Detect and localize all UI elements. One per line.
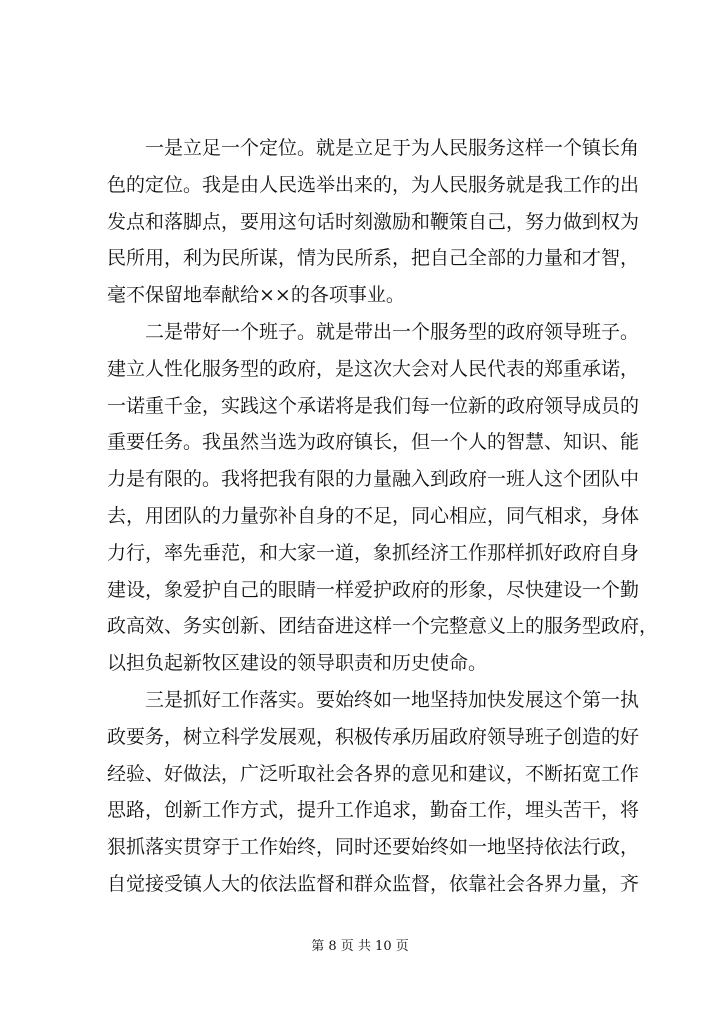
page-number-label: 第 8 页 共 10 页 [311,939,409,954]
text-line: 二是带好一个班子。就是带出一个服务型的政府领导班子。 [145,320,640,343]
text-line: 一诺重千金，实践这个承诺将是我们每一位新的政府领导成员的 [107,394,640,417]
text-line: 去，用团队的力量弥补自身的不足，同心相应，同气相求，身体 [107,504,640,527]
text-line: 思路，创新工作方式，提升工作追求，勤奋工作，埋头苦干，将 [107,799,640,822]
text-line: 政要务，树立科学发展观，积极传承历届政府领导班子创造的好 [107,725,640,748]
text-line: 重要任务。我虽然当选为政府镇长，但一个人的智慧、知识、能 [107,431,640,454]
text-line: 建设，象爱护自己的眼睛一样爱护政府的形象，尽快建设一个勤 [107,578,640,601]
text-line: 毫不保留地奉献给××的各项事业。 [107,284,405,307]
text-line: 建立人性化服务型的政府，是这次大会对人民代表的郑重承诺， [107,357,640,380]
text-line: 经验、好做法，广泛听取社会各界的意见和建议，不断拓宽工作 [107,762,640,785]
page-footer [0,938,720,956]
text-line: 狠抓落实贯穿于工作始终，同时还要始终如一地坚持依法行政， [107,836,640,859]
text-line: 力是有限的。我将把我有限的力量融入到政府一班人这个团队中 [107,468,640,491]
text-line: 色的定位。我是由人民选举出来的，为人民服务就是我工作的出 [107,173,640,196]
text-line: 一是立足一个定位。就是立足于为人民服务这样一个镇长角 [145,137,640,159]
document-body [107,130,659,903]
text-line: 自觉接受镇人大的依法监督和群众监督，依靠社会各界力量，齐 [107,872,640,895]
text-line: 力行，率先垂范，和大家一道，象抓经济工作那样抓好政府自身 [107,541,640,564]
text-line: 政高效、务实创新、团结奋进这样一个完整意义上的服务型政府， [107,615,659,638]
text-line: 以担负起新牧区建设的领导职责和历史使命。 [107,652,488,675]
text-line: 民所用，利为民所谋，情为民所系，把自己全部的力量和才智， [107,247,640,270]
text-line: 三是抓好工作落实。要始终如一地坚持加快发展这个第一执 [145,688,640,711]
text-line: 发点和落脚点，要用这句话时刻激励和鞭策自己，努力做到权为 [107,210,640,233]
